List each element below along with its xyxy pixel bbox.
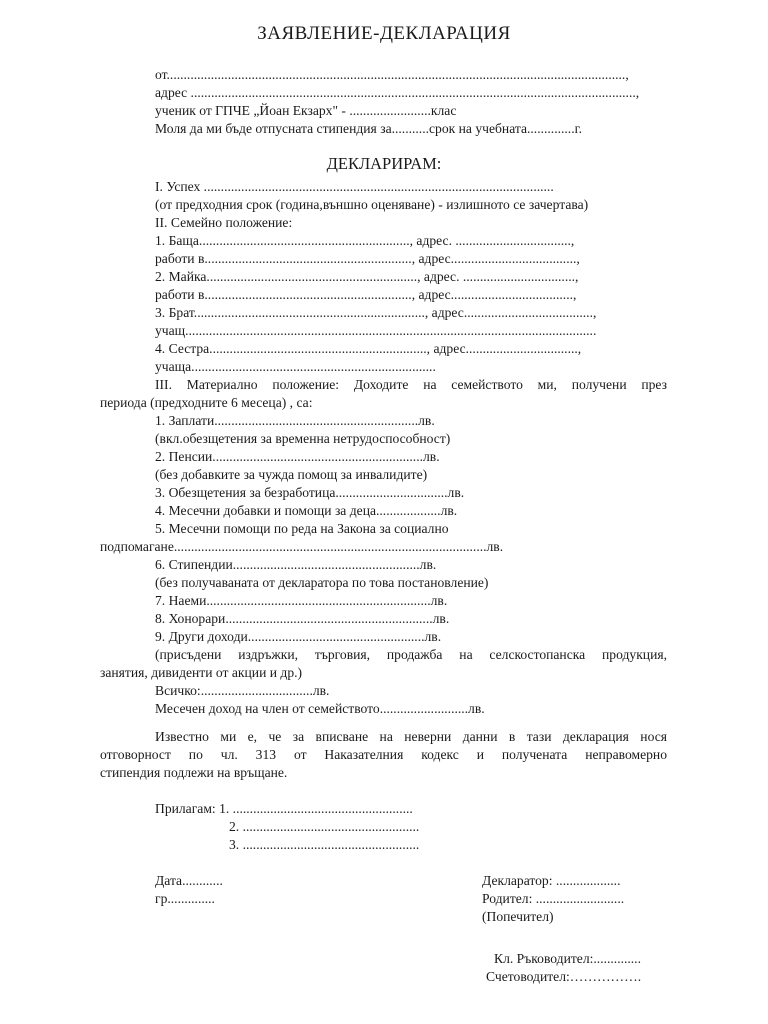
income-social-aid-cont: подпомагане............................................................................................лв. (100, 539, 504, 554)
income-child-benefits: 4. Месечни добавки и помощи за деца...................лв. (155, 503, 458, 518)
statement-line1: Известно ми е, че за вписване на неверни данни в тази декларация нося (155, 729, 667, 744)
address-line: адрес ..................................................................................................................................., (155, 85, 640, 100)
income-salaries-note: (вкл.обезщетения за временна нетрудоспособност) (155, 431, 451, 446)
mother-line: 2. Майка.............................................................., адрес. ................................., (155, 269, 579, 284)
attachments-item3: 3. .................................................... (229, 837, 420, 852)
income-salaries: 1. Заплати............................................................лв. (155, 413, 435, 428)
student-line: ученик от ГПЧЕ „Йоан Екзарх" - ........................клас (155, 103, 457, 118)
father-line: 1. Баща.............................................................., адрес. .................................., (155, 233, 575, 248)
sister-study-line: учаща........................................................................ (155, 359, 436, 374)
income-intro-line1: III. Материално положение: Доходите на семейството ми, получени през (155, 377, 667, 392)
success-note: (от предходния срок (година,външно оценяване) - излишното се зачертава) (155, 197, 589, 212)
income-other: 9. Други доходи....................................................лв. (155, 629, 442, 644)
sister-line: 4. Сестра................................................................, адрес................................., (155, 341, 582, 356)
father-work-line: работи в............................................................., адрес....................................., (155, 251, 580, 266)
income-total: Всичко:.................................лв. (155, 683, 330, 698)
city-field: гр.............. (155, 891, 215, 906)
declare-heading: ДЕКЛАРИРАМ: (326, 154, 442, 173)
income-scholarships-note: (без получаваната от декларатора по това постановление) (155, 575, 489, 590)
brother-study-line: учащ......................................................................................................................... (155, 323, 597, 338)
parent-field: Родител: .......................... (482, 891, 625, 906)
income-pensions-note: (без добавките за чужда помощ за инвалидите) (155, 467, 428, 482)
brother-line: 3. Брат...................................................................., адрес......................................, (155, 305, 597, 320)
request-line: Моля да ми бъде отпусната стипендия за...........срок на учебната..............г. (155, 121, 583, 136)
income-scholarships: 6. Стипендии.......................................................лв. (155, 557, 437, 572)
income-fees: 8. Хонорари.............................................................лв. (155, 611, 450, 626)
income-other-note1: (присъдени издръжки, търговия, продажба на селскостопанска продукция, (155, 647, 667, 662)
income-intro-line2: периода (предходните 6 месеца) , са: (100, 395, 313, 410)
attachments-item2: 2. .................................................... (229, 819, 420, 834)
mother-work-line: работи в............................................................., адрес...................................., (155, 287, 577, 302)
guardian-label: (Попечител) (482, 909, 554, 924)
accountant-field: Счетоводител:……………. (486, 969, 642, 984)
class-teacher-field: Кл. Ръководител:.............. (494, 951, 641, 966)
income-other-note2: занятия, дивиденти от акции и др.) (100, 665, 303, 680)
attachments-item1: Прилагам: 1. ..................................................... (155, 801, 413, 816)
document-title: ЗАЯВЛЕНИЕ-ДЕКЛАРАЦИЯ (257, 23, 511, 44)
from-line: от......................................................................................................................................., (155, 67, 629, 82)
income-pensions: 2. Пенсии..............................................................лв. (155, 449, 440, 464)
declarator-field: Декларатор: ................... (482, 873, 621, 888)
family-heading: II. Семейно положение: (155, 215, 293, 230)
date-field: Дата............ (155, 873, 223, 888)
statement-line2: отговорност по чл. 313 от Наказателния кодекс и получената неправомерно (100, 747, 667, 762)
income-monthly-per-member: Месечен доход на член от семейството..........................лв. (155, 701, 485, 716)
income-unemployment: 3. Обезщетения за безработица.................................лв. (155, 485, 465, 500)
income-social-aid: 5. Месечни помощи по реда на Закона за социално (155, 521, 449, 536)
income-rents: 7. Наеми..................................................................лв. (155, 593, 448, 608)
statement-line3: стипендия подлежи на връщане. (100, 765, 288, 780)
success-line: I. Успех ....................................................................................................... (155, 179, 554, 194)
